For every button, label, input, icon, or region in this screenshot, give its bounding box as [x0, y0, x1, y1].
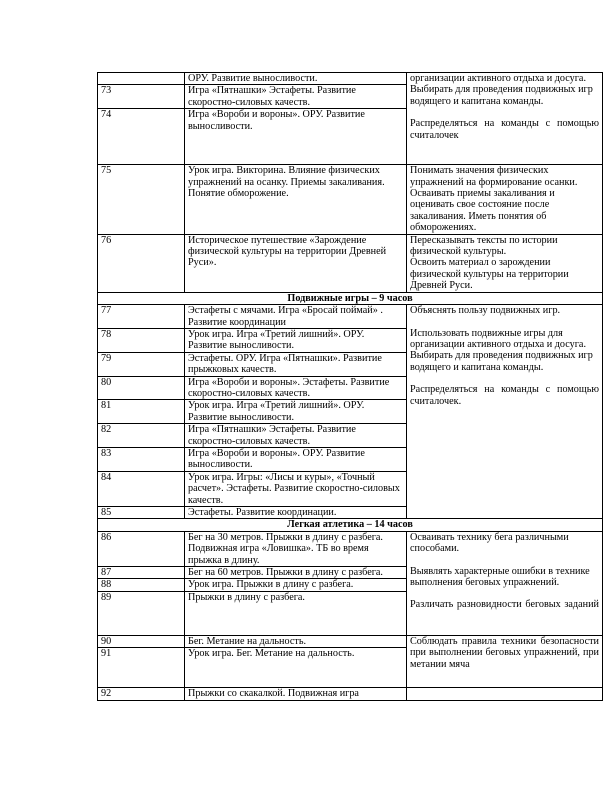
lesson-topic: Урок игра. Игра «Третий лишний». ОРУ. Развитие выносливости. — [185, 400, 407, 424]
activity-cell — [407, 305, 603, 519]
activity-cell — [407, 531, 603, 635]
lesson-number: 79 — [98, 352, 185, 376]
lesson-number: 73 — [98, 85, 185, 109]
lesson-number: 87 — [98, 567, 185, 579]
lesson-topic: Урок игра. Игра «Третий лишний». ОРУ. Развитие выносливости. — [185, 328, 407, 352]
lesson-number — [98, 73, 185, 85]
lesson-number: 89 — [98, 591, 185, 635]
lesson-topic: Игра «Вороби и вороны». Эстафеты. Развитие скоростно-силовых качеств. — [185, 376, 407, 400]
activity-text: Распределяться на команды с помощью считалочек — [410, 118, 599, 141]
lesson-number: 90 — [98, 635, 185, 647]
activity-text: Выбирать для проведения подвижных игр водящего и капитана команды. — [410, 84, 593, 107]
activity-text: Объяснять пользу подвижных игр. — [410, 305, 561, 317]
lesson-number: 77 — [98, 305, 185, 329]
table-row — [98, 305, 603, 329]
lesson-number: 78 — [98, 328, 185, 352]
lesson-number: 88 — [98, 579, 185, 591]
lesson-topic: Эстафеты с мячами. Игра «Бросай поймай» . Развитие координации — [185, 305, 407, 329]
lesson-topic: Прыжки в длину с разбега. — [185, 591, 407, 635]
activity-text: Пересказывать тексты по истории физической культуры. — [410, 234, 558, 258]
section-header-row — [98, 519, 603, 531]
table-row — [98, 73, 603, 85]
lesson-topic: Прыжки со скакалкой. Подвижная игра — [185, 688, 407, 700]
lesson-number: 81 — [98, 400, 185, 424]
activity-cell — [407, 234, 603, 292]
lesson-topic: Урок игра. Викторина. Влияние физических упражнений на осанку. Приемы закаливания. Понятие обморожение. — [185, 165, 407, 234]
activity-text: Выбирать для проведения подвижных игр водящего и капитана команды. — [410, 350, 593, 373]
table-row — [98, 165, 603, 234]
section-header-row — [98, 292, 603, 304]
lesson-number: 86 — [98, 531, 185, 566]
table-row — [98, 234, 603, 292]
table-row — [98, 531, 603, 566]
activity-text: Различать разновидности беговых заданий — [410, 599, 599, 611]
lesson-number: 80 — [98, 376, 185, 400]
lesson-topic: Урок игра. Прыжки в длину с разбега. — [185, 579, 407, 591]
lesson-topic: Игра «Пятнашки» Эстафеты. Развитие скоростно-силовых качеств. — [185, 424, 407, 448]
lesson-topic: ОРУ. Развитие выносливости. — [185, 73, 407, 85]
activity-cell: Понимать значения физических упражнений на формирование осанки. Осваивать приемы закаливания и оценивать свое состояние после закаливания. Иметь понятия об обморожениях. — [407, 165, 603, 234]
lesson-topic: Игра «Вороби и вороны». ОРУ. Развитие выносливости. — [185, 447, 407, 471]
activity-cell — [407, 688, 603, 700]
lesson-topic: Бег на 60 метров. Прыжки в длину с разбега. — [185, 567, 407, 579]
table-row — [98, 635, 603, 647]
lesson-number: 82 — [98, 424, 185, 448]
lesson-number: 83 — [98, 447, 185, 471]
lesson-topic: Историческое путешествие «Зарождение физической культуры на территории Древней Руси». — [185, 234, 407, 292]
table-row — [98, 688, 603, 700]
section-title-athletics: Легкая атлетика – 14 часов — [98, 519, 603, 531]
lesson-number: 75 — [98, 165, 185, 234]
lesson-topic: Эстафеты. ОРУ. Игра «Пятнашки». Развитие прыжковых качеств. — [185, 352, 407, 376]
activity-text: Распределяться на команды с помощью считалочек. — [410, 384, 599, 407]
activity-cell: Соблюдать правила техники безопасности при выполнении беговых упражнений, при метании мяча — [407, 635, 603, 687]
lesson-number: 85 — [98, 507, 185, 519]
lesson-topic: Урок игра. Игры: «Лисы и куры», «Точный расчет». Эстафеты. Развитие скоростно-силовых качеств. — [185, 471, 407, 506]
lesson-number: 84 — [98, 471, 185, 506]
activity-text: Выявлять характерные ошибки в технике выполнения беговых упражнений. — [410, 565, 590, 589]
lesson-number: 91 — [98, 648, 185, 688]
lesson-topic: Урок игра. Бег. Метание на дальность. — [185, 648, 407, 688]
activity-text: организации активного отдыха и досуга. — [410, 73, 586, 84]
activity-cell — [407, 73, 603, 165]
lesson-number: 92 — [98, 688, 185, 700]
lesson-topic: Игра «Вороби и вороны». ОРУ. Развитие выносливости. — [185, 109, 407, 165]
lesson-number: 74 — [98, 109, 185, 165]
lesson-topic: Бег. Метание на дальность. — [185, 635, 407, 647]
activity-text: Осваивать технику бега различными способами. — [410, 531, 569, 555]
section-title-games: Подвижные игры – 9 часов — [98, 292, 603, 304]
lesson-topic: Эстафеты. Развитие координации. — [185, 507, 407, 519]
activity-text: Использовать подвижные игры для организации активного отдыха и досуга. — [410, 327, 586, 350]
lesson-topic: Игра «Пятнашки» Эстафеты. Развитие скоростно-силовых качеств. — [185, 85, 407, 109]
lesson-plan-table — [97, 72, 603, 701]
activity-text: Освоить материал о зарождении физической культуры на территории Древней Руси. — [410, 257, 569, 292]
lesson-topic: Бег на 30 метров. Прыжки в длину с разбега. Подвижная игра «Ловишка». ТБ во время прыжка в длину. — [185, 531, 407, 566]
lesson-number: 76 — [98, 234, 185, 292]
